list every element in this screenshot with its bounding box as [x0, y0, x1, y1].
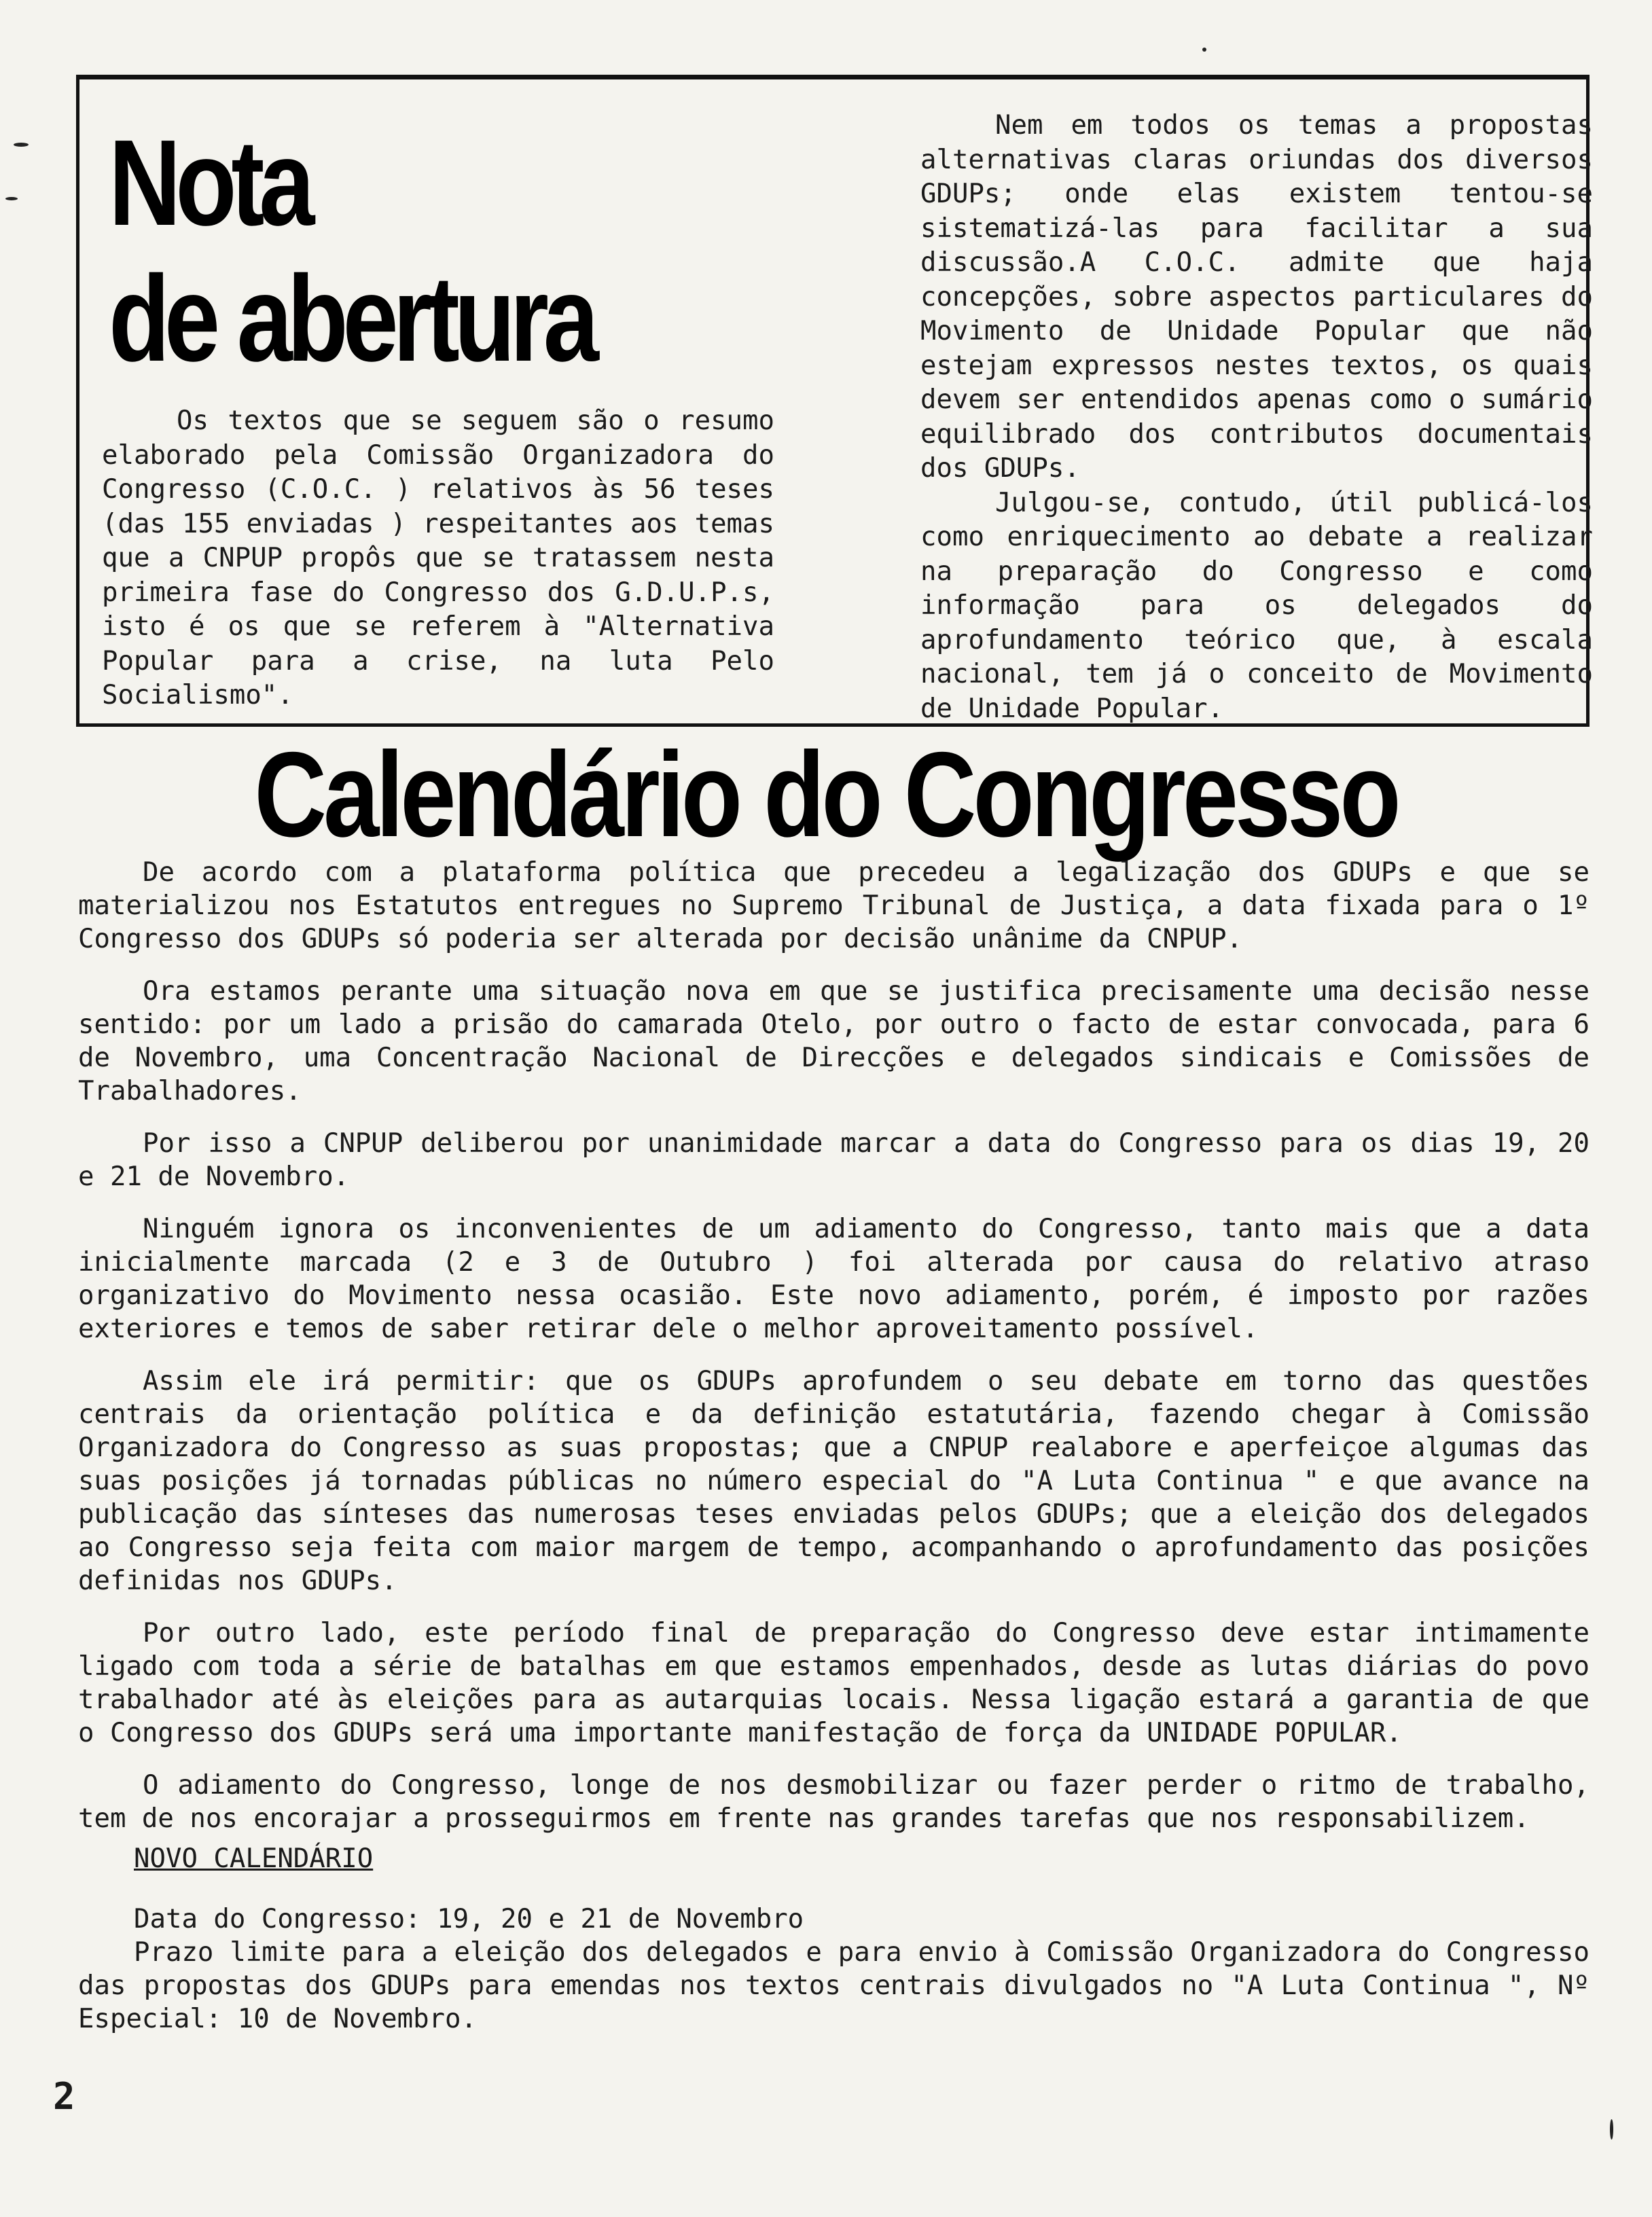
- article-paragraph-3: Por isso a CNPUP deliberou por unanimidade marcar a data do Congresso para os dias 19, 20 e 21 de Novembro.: [78, 1128, 1590, 1192]
- print-speck: [1202, 48, 1206, 52]
- congress-date: Data do Congresso: 19, 20 e 21 de Novembro: [134, 1904, 804, 1934]
- opening-note-right-paragraph-1: Nem em todos os temas a propostas alternativas claras oriundas dos diversos GDUPs; onde elas existem tentou-se sistematizá-las para facilitar a sua discussão.A C.O.C. admite que haja concepções, sobre aspectos particulares do Movimento de Unidade Popular que não estejam expressos nestes textos, os quais devem ser entendidos apenas como o sumário equilibrado dos contributos documentais dos GDUPs.: [920, 110, 1593, 484]
- delegates-deadline: Prazo limite para a eleição dos delegados e para envio à Comissão Organizadora do Congresso das propostas dos GDUPs para emendas nos textos centrais divulgados no "A Luta Continua ", Nº Especial: 10 de Novembro.: [78, 1937, 1590, 2034]
- opening-note-left-column: [102, 404, 774, 713]
- print-speck: [5, 197, 18, 200]
- opening-note-right-paragraph-2: Julgou-se, contudo, útil publicá-los como enriquecimento ao debate a realizar na preparação do Congresso e como informação para os delegados do aprofundamento teórico que, à escala nacional, tem já o conceito de Movimento de Unidade Popular.: [920, 487, 1593, 724]
- print-speck: [1610, 2119, 1613, 2140]
- opening-note-title: [109, 115, 610, 387]
- opening-note-title-line1: Nota: [109, 115, 310, 251]
- calendar-article-title: Calendário do Congresso: [254, 727, 1398, 862]
- article-paragraph-5: Assim ele irá permitir: que os GDUPs aprofundem o seu debate em torno das questões centrais da orientação política e da definição estatutária, fazendo chegar à Comissão Organizadora do Congresso as suas propostas; que a CNPUP realabore e aperfeiçoe algumas das suas posições já tornadas públicas no número especial do "A Luta Continua " e que avance na publicação das sínteses das numerosas teses enviadas pelos GDUPs; que a eleição dos delegados ao Congresso seja feita com maior margem de tempo, acompanhando o aprofundamento das posições definidas nos GDUPs.: [78, 1366, 1590, 1596]
- calendar-article-body: [78, 856, 1590, 2036]
- print-speck: [14, 143, 29, 147]
- article-paragraph-4: Ninguém ignora os inconvenientes de um adiamento do Congresso, tanto mais que a data inicialmente marcada (2 e 3 de Outubro ) foi alterada por causa do relativo atraso organizativo do Movimento nessa ocasião. Este novo adiamento, porém, é imposto por razões exteriores e temos de saber retirar dele o melhor aproveitamento possível.: [78, 1214, 1590, 1344]
- article-paragraph-2: Ora estamos perante uma situação nova em que se justifica precisamente uma decisão nesse sentido: por um lado a prisão do camarada Otelo, por outro o facto de estar convocada, para 6 de Novembro, uma Concentração Nacional de Direcções e delegados sindicais e Comissões de Trabalhadores.: [78, 976, 1590, 1106]
- new-calendar-heading: NOVO CALENDÁRIO: [134, 1843, 374, 1874]
- article-paragraph-6: Por outro lado, este período final de preparação do Congresso deve estar intimamente ligado com toda a série de batalhas em que estamos empenhados, desde as lutas diárias do povo trabalhador até às eleições para as autarquias locais. Nessa ligação estará a garantia de que o Congresso dos GDUPs será uma importante manifestação de força da UNIDADE POPULAR.: [78, 1618, 1590, 1748]
- page-number: 2: [53, 2075, 75, 2118]
- article-paragraph-1: De acordo com a plataforma política que precedeu a legalização dos GDUPs e que se materializou nos Estatutos entregues no Supremo Tribunal de Justiça, a data fixada para o 1º Congresso dos GDUPs só poderia ser alterada por decisão unânime da CNPUP.: [78, 857, 1590, 954]
- article-paragraph-7: O adiamento do Congresso, longe de nos desmobilizar ou fazer perder o ritmo de trabalho, tem de nos encorajar a prosseguirmos em frente nas grandes tarefas que nos responsabilizem.: [78, 1770, 1590, 1834]
- opening-note-left-paragraph: Os textos que se seguem são o resumo elaborado pela Comissão Organizadora do Congresso (C.O.C. ) relativos às 56 teses (das 155 enviadas ) respeitantes aos temas que a CNPUP propôs que se tratassem nesta primeira fase do Congresso dos G.D.U.P.s, isto é os que se referem à "Alternativa Popular para a crise, na luta Pelo Socialismo".: [102, 405, 774, 710]
- opening-note-title-line2: de abertura: [109, 251, 594, 387]
- opening-note-right-column: [920, 109, 1593, 726]
